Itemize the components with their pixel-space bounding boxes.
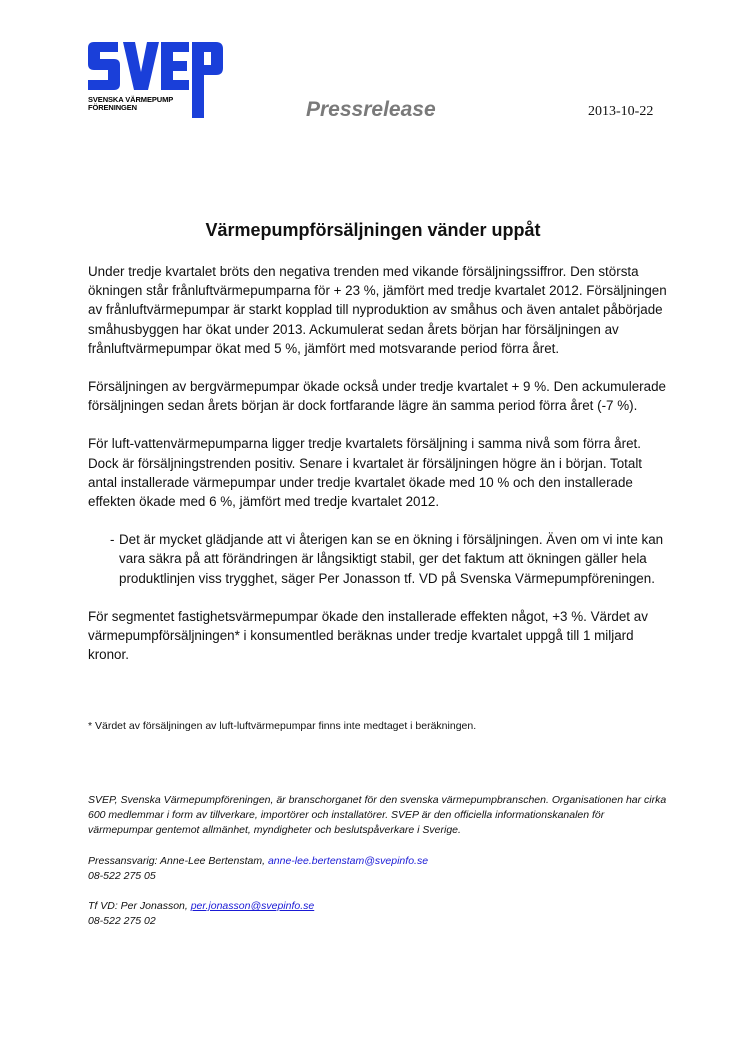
paragraph-3: För luft-vattenvärmepumparna ligger tredje kvartalets försäljning i samma nivå som förra året. Dock är försäljningstrenden positiv. Senare i kvartalet är försäljningen högre än i början. Totalt antal installerade värmepumpar under tredje kvartalet ökade med 10 % och den installerade effekten ökade med 6 %, jämfört med tredje kvartalet 2012. — [88, 436, 643, 510]
footer — [88, 793, 668, 944]
release-date: 2013-10-22 — [588, 104, 654, 119]
vd-contact — [88, 899, 668, 929]
press-phone: 08-522 275 05 — [88, 869, 156, 882]
press-contact — [88, 854, 668, 884]
svep-logo — [88, 42, 226, 118]
paragraph-2: Försäljningen av bergvärmepumpar ökade också under tredje kvartalet + 9 %. Den ackumulerade försäljningen sedan årets början är dock fortfarande lägre än samma period förra året (-7 %). — [88, 379, 666, 414]
body-text — [88, 262, 668, 683]
about-text: SVEP, Svenska Värmepumpföreningen, är branschorganet för den svenska värmepumpbranschen. Organisationen har cirka 600 medlemmar i form av tillverkare, importörer och installatörer. SVEP är den officiella informationskanalen för värmepumpar gentemot allmänhet, myndigheter och beslutspåverkare i Sverige. — [88, 794, 667, 837]
press-email-link[interactable]: anne-lee.bertenstam@svepinfo.se — [267, 854, 429, 867]
page-title: Värmepumpförsäljningen vänder uppåt — [205, 220, 541, 240]
quote-block — [88, 530, 668, 588]
paragraph-1: Under tredje kvartalet bröts den negativa trenden med vikande försäljningssiffror. Den största ökningen står frånluftvärmepumparna för + 23 %, jämfört med tredje kvartalet 2012. Försäljningen av frånluftvärmepumpar är starkt kopplad till nyproduktion av småhus och även antalet påbörjade småhusbyggen har ökat under 2013. Ackumulerat sedan årets början har försäljningen av frånluftvärmepumpar ökat med 5 %, jämfört med motsvarande period förra året. — [88, 264, 667, 356]
logo-subtitle-line1: SVENSKA VÄRMEPUMP — [88, 95, 174, 104]
vd-email-link[interactable]: per.jonasson@svepinfo.se — [190, 900, 315, 913]
press-contact-label: Pressansvarig: Anne-Lee Bertenstam, — [88, 854, 268, 867]
quote-text: Det är mycket glädjande att vi återigen kan se en ökning i försäljningen. Även om vi inte kan vara säkra på att förändringen är långsiktigt stabil, ger det faktum att ökningen gäller hela produktlinjen viss trygghet, säger Per Jonasson tf. VD på Svenska Värmepumpföreningen. — [119, 532, 664, 586]
doc-type-label: Pressrelease — [306, 98, 436, 121]
paragraph-4: För segmentet fastighetsvärmepumpar ökade den installerade effekten något, +3 %. Värdet av värmepumpförsäljningen* i konsumentled beräknas under tredje kvartalet uppgå till 1 miljard kronor. — [88, 608, 648, 663]
logo-subtitle-line2: FÖRENINGEN — [88, 103, 138, 112]
logo-subtitle — [88, 96, 173, 112]
quote-dash: - — [110, 532, 115, 548]
vd-contact-label: Tf VD: Per Jonasson, — [88, 900, 191, 913]
footnote: * Värdet av försäljningen av luft-luftvärmepumpar finns inte medtaget i beräkningen. — [88, 720, 477, 732]
vd-phone: 08-522 275 02 — [88, 915, 156, 928]
